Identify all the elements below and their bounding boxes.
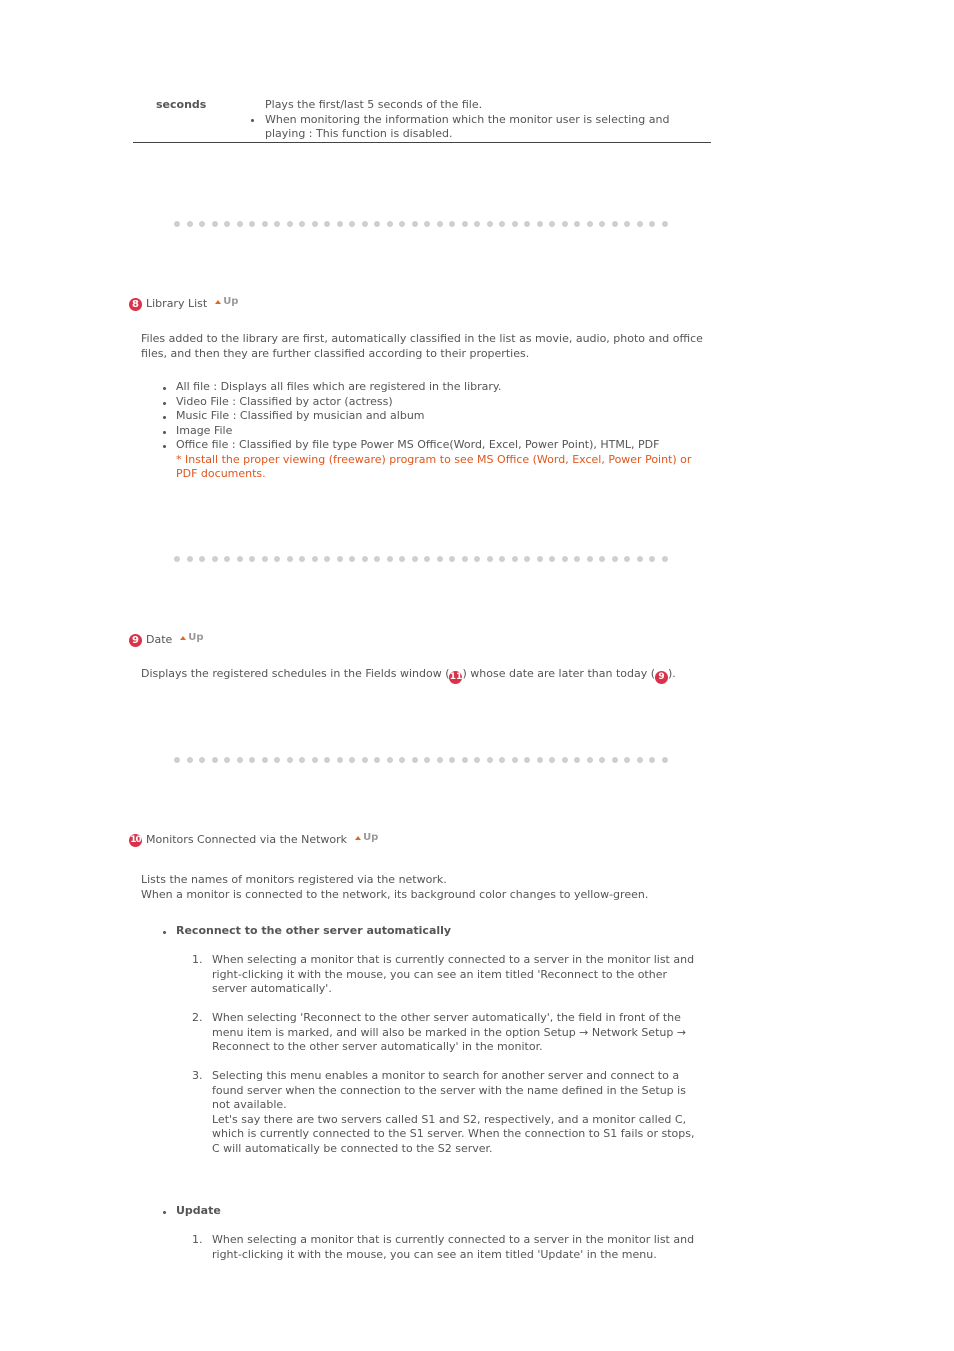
separator-dot: [599, 556, 605, 562]
separator-dot: [224, 556, 230, 562]
up-link[interactable]: Up: [215, 295, 238, 310]
separator-dot: [324, 757, 330, 763]
separator-dot: [299, 556, 305, 562]
separator-dot: [549, 221, 555, 227]
separator-dot: [312, 757, 318, 763]
dotted-separator: [174, 757, 668, 763]
separator-dot: [224, 221, 230, 227]
date-description: Displays the registered schedules in the Fields window (11) whose date are later than today ( 9 ).: [141, 667, 676, 682]
separator-dot: [437, 757, 443, 763]
list-item: 1. When selecting a monitor that is currently connected to a server in the monitor list and right-clicking it with the mouse, you can see an item titled 'Update' in the menu.: [192, 1233, 695, 1261]
separator-dot: [649, 556, 655, 562]
date-ref-badge: 9: [655, 671, 668, 684]
separator-dot: [649, 221, 655, 227]
subsection-title: Update: [163, 1204, 703, 1219]
separator-dot: [437, 221, 443, 227]
separator-dot: [287, 556, 293, 562]
separator-dot: [399, 556, 405, 562]
separator-dot: [562, 221, 568, 227]
section-heading-library-list: [129, 297, 238, 312]
separator-dot: [537, 757, 543, 763]
separator-dot: [262, 757, 268, 763]
up-arrow-icon: [180, 636, 186, 640]
separator-dot: [199, 221, 205, 227]
separator-dot: [637, 556, 643, 562]
separator-dot: [587, 221, 593, 227]
separator-dot: [337, 556, 343, 562]
separator-dot: [262, 221, 268, 227]
bullet-dot: [251, 119, 254, 122]
separator-dot: [362, 556, 368, 562]
section-title: Library List: [146, 297, 208, 310]
up-arrow-icon: [215, 300, 221, 304]
up-arrow-icon: [355, 836, 361, 840]
library-file-list: [163, 380, 703, 482]
separator-dot: [474, 221, 480, 227]
reconnect-steps: [190, 1069, 705, 1156]
separator-dot: [637, 757, 643, 763]
separator-dot: [399, 757, 405, 763]
list-item: All file : Displays all files which are registered in the library.: [163, 380, 703, 395]
separator-dot: [324, 221, 330, 227]
separator-dot: [499, 221, 505, 227]
separator-dot: [512, 221, 518, 227]
separator-dot: [387, 556, 393, 562]
separator-dot: [499, 757, 505, 763]
reconnect-steps: [190, 1011, 705, 1055]
separator-dot: [387, 757, 393, 763]
separator-dot: [337, 221, 343, 227]
separator-dot: [362, 757, 368, 763]
separator-dot: [574, 556, 580, 562]
separator-dot: [424, 221, 430, 227]
separator-dot: [424, 556, 430, 562]
separator-dot: [449, 757, 455, 763]
separator-dot: [524, 757, 530, 763]
list-item: Video File : Classified by actor (actress): [163, 395, 703, 410]
separator-dot: [599, 221, 605, 227]
section-intro: Files added to the library are first, automatically classified in the list as movie, audio, photo and office files, and then they are further classified according to their properties.: [141, 332, 703, 360]
separator-dot: [412, 757, 418, 763]
separator-dot: [662, 556, 668, 562]
separator-dot: [462, 221, 468, 227]
section-number-badge: 8: [129, 298, 142, 311]
table-bullet: [265, 113, 685, 142]
separator-dot: [187, 757, 193, 763]
separator-dot: [187, 556, 193, 562]
separator-dot: [599, 757, 605, 763]
section-number-badge: 9: [129, 634, 142, 647]
subsection-reconnect: [163, 924, 703, 939]
separator-dot: [349, 757, 355, 763]
separator-dot: [637, 221, 643, 227]
table-value: [265, 98, 685, 142]
separator-dot: [174, 556, 180, 562]
separator-dot: [399, 221, 405, 227]
separator-dot: [412, 556, 418, 562]
separator-dot: [574, 221, 580, 227]
info-table-row: [133, 96, 711, 143]
fields-window-ref-badge: 11: [449, 672, 463, 682]
separator-dot: [299, 757, 305, 763]
separator-dot: [224, 757, 230, 763]
separator-dot: [387, 221, 393, 227]
separator-dot: [624, 556, 630, 562]
separator-dot: [187, 221, 193, 227]
separator-dot: [237, 221, 243, 227]
separator-dot: [487, 757, 493, 763]
separator-dot: [362, 221, 368, 227]
separator-dot: [374, 221, 380, 227]
list-item: Music File : Classified by musician and album: [163, 409, 703, 424]
subsection-title: Reconnect to the other server automatically: [163, 924, 703, 939]
separator-dot: [374, 556, 380, 562]
separator-dot: [624, 757, 630, 763]
separator-dot: [549, 556, 555, 562]
table-bullet-text: When monitoring the information which the monitor user is selecting and playing : This function is disabled.: [265, 112, 670, 140]
separator-dot: [612, 556, 618, 562]
separator-dot: [249, 221, 255, 227]
separator-dot: [237, 757, 243, 763]
separator-dot: [312, 221, 318, 227]
list-item-text: Office file : Classified by file type Power MS Office(Word, Excel, Power Point), HTML, PDF: [176, 438, 660, 451]
separator-dot: [312, 556, 318, 562]
separator-dot: [337, 757, 343, 763]
separator-dot: [299, 221, 305, 227]
separator-dot: [262, 556, 268, 562]
separator-dot: [237, 556, 243, 562]
separator-dot: [499, 556, 505, 562]
separator-dot: [562, 757, 568, 763]
separator-dot: [249, 556, 255, 562]
separator-dot: [287, 221, 293, 227]
separator-dot: [487, 556, 493, 562]
separator-dot: [512, 556, 518, 562]
separator-dot: [349, 556, 355, 562]
separator-dot: [537, 556, 543, 562]
separator-dot: [474, 556, 480, 562]
subsection-update: [163, 1204, 703, 1219]
separator-dot: [649, 757, 655, 763]
separator-dot: [274, 221, 280, 227]
table-key: seconds: [156, 98, 207, 111]
separator-dot: [449, 221, 455, 227]
install-note: * Install the proper viewing (freeware) program to see MS Office (Word, Excel, Power Point) or PDF documents.: [176, 452, 692, 480]
reconnect-steps: [190, 953, 705, 997]
update-steps: [190, 1233, 705, 1262]
separator-dot: [612, 221, 618, 227]
separator-dot: [274, 556, 280, 562]
separator-dot: [612, 757, 618, 763]
separator-dot: [212, 757, 218, 763]
section-title: Date: [146, 633, 173, 646]
separator-dot: [537, 221, 543, 227]
separator-dot: [212, 221, 218, 227]
separator-dot: [562, 556, 568, 562]
separator-dot: [199, 556, 205, 562]
separator-dot: [349, 221, 355, 227]
list-item: 2. When selecting 'Reconnect to the other server automatically', the field in front of the menu item is marked, and will also be marked in the option Setup → Network Setup → Reconnect to the other server automatically' in the monitor.: [192, 1011, 687, 1053]
list-item: Image File: [163, 424, 703, 439]
separator-dot: [462, 556, 468, 562]
separator-dot: [624, 221, 630, 227]
separator-dot: [462, 757, 468, 763]
separator-dot: [512, 757, 518, 763]
table-value-line: Plays the first/last 5 seconds of the file.: [265, 98, 483, 111]
separator-dot: [662, 221, 668, 227]
separator-dot: [487, 221, 493, 227]
separator-dot: [587, 757, 593, 763]
list-item: 1. When selecting a monitor that is currently connected to a server in the monitor list and right-clicking it with the mouse, you can see an item titled 'Reconnect to the other server automatically'.: [192, 953, 695, 995]
up-link[interactable]: Up: [180, 631, 203, 646]
separator-dot: [174, 757, 180, 763]
separator-dot: [324, 556, 330, 562]
separator-dot: [474, 757, 480, 763]
separator-dot: [212, 556, 218, 562]
separator-dot: [524, 221, 530, 227]
dotted-separator: [174, 221, 668, 227]
separator-dot: [574, 757, 580, 763]
separator-dot: [437, 556, 443, 562]
separator-dot: [449, 556, 455, 562]
separator-dot: [524, 556, 530, 562]
separator-dot: [549, 757, 555, 763]
separator-dot: [662, 757, 668, 763]
section-heading-monitors: [129, 833, 378, 848]
separator-dot: [374, 757, 380, 763]
separator-dot: [587, 556, 593, 562]
list-item: [163, 438, 703, 482]
up-link[interactable]: Up: [355, 831, 378, 846]
section-title: Monitors Connected via the Network: [146, 833, 348, 846]
dotted-separator: [174, 556, 668, 562]
separator-dot: [174, 221, 180, 227]
list-item: 3. Selecting this menu enables a monitor to search for another server and connect to a found server when the connection to the server with the name defined in the Setup is not available. Let's say there are two servers called S1 and S2, respectively, and a monitor called C, which is currently connected to the S1 server. When the connection to S1 fails or stops, C will automatically be connected to the S2 server.: [192, 1069, 695, 1155]
section-heading-date: [129, 633, 204, 648]
section-number-badge: 10: [130, 834, 141, 845]
separator-dot: [199, 757, 205, 763]
section-intro: Lists the names of monitors registered via the network. When a monitor is connected to the network, its background color changes to yellow-green.: [141, 873, 649, 901]
separator-dot: [274, 757, 280, 763]
separator-dot: [287, 757, 293, 763]
separator-dot: [249, 757, 255, 763]
separator-dot: [412, 221, 418, 227]
separator-dot: [424, 757, 430, 763]
